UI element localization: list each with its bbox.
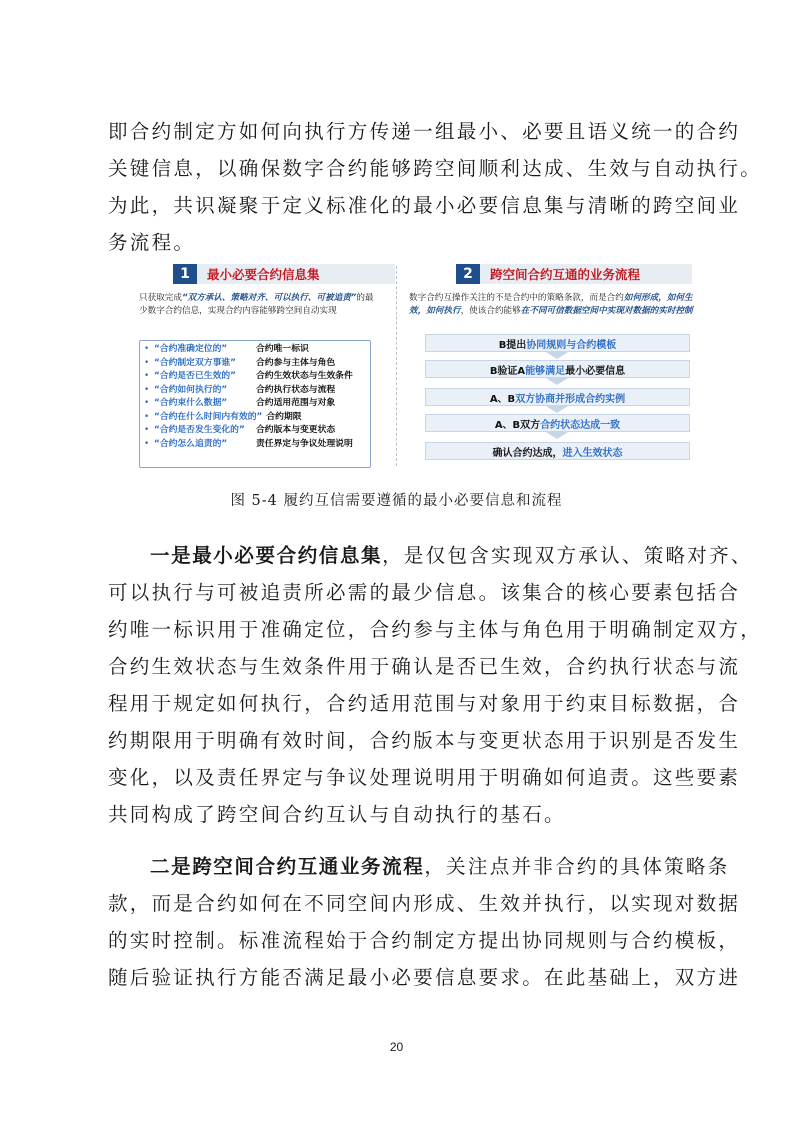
para-lead: 一是最小必要合约信息集 <box>150 544 383 567</box>
left-panel-header <box>173 264 320 284</box>
list-item: • “合约如何执行的” 合约执行状态与流程 <box>144 384 370 398</box>
bullet-icon: • <box>144 357 150 368</box>
figure-caption: 图 5-4 履约互信需要遵循的最小必要信息和流程 <box>230 493 563 509</box>
figure-5-4 <box>133 262 698 472</box>
para-line: 款，而是合约如何在不同空间内形成、生效并执行，以实现对数据 <box>108 892 741 915</box>
list-item: • “合约是否发生变化的” 合约版本与变更状态 <box>144 424 370 438</box>
para-line: 共同构成了跨空间合约互认与自动执行的基石。 <box>108 803 566 826</box>
intro-line: 为此，共识凝聚于定义标准化的最小必要信息集与清晰的跨空间业 <box>108 194 741 217</box>
bullet-icon: • <box>144 411 150 422</box>
right-panel-description: 数字合约互操作关注的不是合约中的策略条款，而是合约如何形成，如何生效，如何执行，使该合约能够在不同可信数据空间中实现对数据的实时控制 <box>409 293 693 316</box>
para-line: 随后验证执行方能否满足最小必要信息要求。在此基础上，双方进 <box>108 966 741 989</box>
down-arrow-icon <box>546 352 568 359</box>
list-item: • “合约在什么时间内有效的” 合约期限 <box>144 411 370 425</box>
info-set-list <box>139 340 371 468</box>
paragraph-1 <box>108 537 763 833</box>
bullet-icon: • <box>144 425 150 435</box>
para-line: 约唯一标识用于准确定位，合约参与主体与角色用于明确制定双方， <box>108 618 763 641</box>
figure-divider <box>396 266 397 466</box>
list-item: • “合约准确定位的” 合约唯一标识 <box>144 343 370 357</box>
right-panel-title: 跨空间合约互通的业务流程 <box>490 267 641 282</box>
para-line: 变化，以及责任界定与争议处理说明用于明确如何追责。这些要素 <box>108 766 741 789</box>
bullet-icon: • <box>144 438 150 449</box>
list-item: • “合约是否已生效的” 合约生效状态与生效条件 <box>144 370 370 384</box>
bullet-icon: • <box>144 344 150 354</box>
page-number: 20 <box>389 1040 404 1054</box>
para-line: 二是跨空间合约互通业务流程，关注点并非合约的具体策略条 <box>150 855 730 878</box>
para-line: 的实时控制。标准流程始于合约制定方提出协同规则与合约模板， <box>108 929 741 952</box>
right-panel-header <box>456 264 640 284</box>
para-line: 约期限用于明确有效时间，合约版本与变更状态用于识别是否发生 <box>108 729 741 752</box>
intro-line: 关键信息，以确保数字合约能够跨空间顺利达成、生效与自动执行。 <box>108 157 763 180</box>
para-line: 一是最小必要合约信息集，是仅包含实现双方承认、策略对齐、 <box>150 544 753 567</box>
intro-paragraph <box>108 113 763 261</box>
down-arrow-icon <box>546 406 568 413</box>
right-panel-number: 2 <box>456 264 480 284</box>
flow-step: B验证A 能够满足 最小必要信息 <box>425 360 690 378</box>
list-item: • “合约束什么数据” 合约适用范围与对象 <box>144 397 370 411</box>
list-item: • “合约怎么追责的” 责任界定与争议处理说明 <box>144 438 370 452</box>
left-panel-title: 最小必要合约信息集 <box>207 267 320 282</box>
flow-step: A、B 双方协商并形成合约实例 <box>425 388 690 406</box>
para-lead: 二是跨空间合约互通业务流程 <box>150 855 425 878</box>
intro-line: 务流程。 <box>108 231 196 254</box>
bullet-icon: • <box>144 398 150 408</box>
down-arrow-icon <box>546 378 568 385</box>
left-panel-description: 只获取完成“双方承认、策略对齐、可以执行、可被追责”的最少数字合约信息，实现合约内容能够跨空间自动实现 <box>139 293 374 316</box>
para-line: 程用于规定如何执行，合约适用范围与对象用于约束目标数据，合 <box>108 692 741 715</box>
flow-step: B提出 协同规则与合约模板 <box>425 334 690 352</box>
left-panel-number: 1 <box>173 264 197 284</box>
down-arrow-icon <box>546 432 568 439</box>
flow-step: A、B双方 合约状态达成一致 <box>425 414 690 432</box>
bullet-icon: • <box>144 371 150 381</box>
flow-step: 确认合约达成， 进入生效状态 <box>425 442 690 460</box>
para-line: 可以执行与可被追责所必需的最少信息。该集合的核心要素包括合 <box>108 581 741 604</box>
para-line: 合约生效状态与生效条件用于确认是否已生效，合约执行状态与流 <box>108 655 741 678</box>
bullet-icon: • <box>144 384 150 395</box>
intro-line: 即合约制定方如何向执行方传递一组最小、必要且语义统一的合约 <box>108 120 741 143</box>
list-item: • “合约制定双方事谁” 合约参与主体与角色 <box>144 357 370 371</box>
paragraph-2 <box>108 848 741 996</box>
